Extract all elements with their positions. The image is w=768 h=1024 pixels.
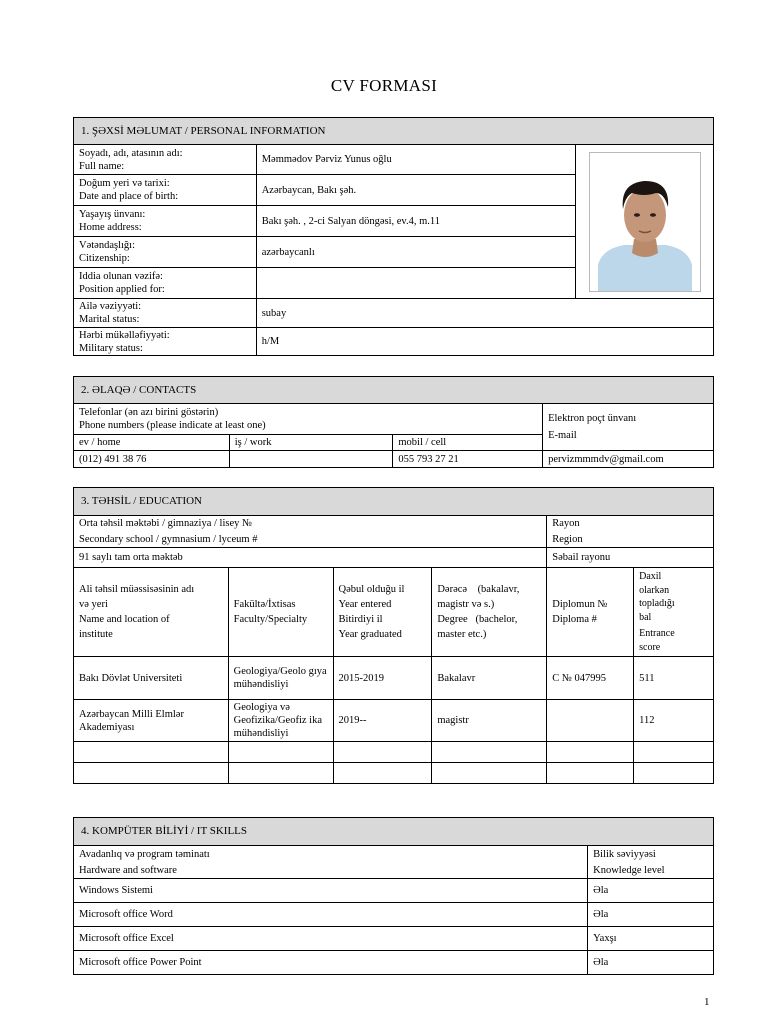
label-birth: Doğum yeri və tarixi: Date and place of birth: [74, 175, 257, 206]
edu-row-diploma: C № 047995 [547, 657, 634, 700]
photo-cell [576, 145, 714, 299]
edu-row-degree: magistr [432, 700, 547, 742]
label-full-name: Soyadı, adı, atasının adı: Full name: [74, 145, 257, 175]
home-phone: (012) 491 38 76 [74, 451, 230, 468]
contacts-table [73, 376, 714, 468]
it-skill-item: Microsoft office Word [74, 903, 588, 927]
it-skill-level: Əla [588, 903, 714, 927]
school-label: Orta təhsil məktəbi / gimnaziya / lisey № Secondary school / gymnasium / lyceum # [74, 516, 547, 548]
it-col-level: Bilik səviyyəsi Knowledge level [588, 846, 714, 879]
email-label: Elektron poçt ünvanı E-mail [543, 404, 714, 451]
mobile-phone: 055 793 27 21 [393, 451, 543, 468]
col-degree: Dərəcə (bakalavr, magistr və s.) Degree (bachelor, master etc.) [432, 568, 547, 657]
label-position: Iddia olunan vəzifə: Position applied for: [74, 268, 257, 299]
edu-row-diploma [547, 700, 634, 742]
edu-row-degree [432, 763, 547, 784]
label-military: Hərbi mükəlləfiyyəti: Military status: [74, 328, 257, 356]
label-marital: Ailə vəziyyəti: Marital status: [74, 299, 257, 328]
value-birth: Azərbaycan, Bakı şəh. [256, 175, 575, 206]
email-value: pervizmmmdv@gmail.com [543, 451, 714, 468]
it-skills-header: 4. KOMPÜTER BİLİYİ / IT SKILLS [74, 818, 714, 846]
edu-row-degree [432, 742, 547, 763]
col-home: ev / home [74, 435, 230, 451]
col-work: iş / work [229, 435, 393, 451]
edu-row-degree: Bakalavr [432, 657, 547, 700]
edu-row-score [634, 763, 714, 784]
it-skill-item: Microsoft office Excel [74, 927, 588, 951]
edu-row-diploma [547, 742, 634, 763]
edu-row-faculty: Geologiya və Geofizika/Geofiz ika mühəndisliyi [228, 700, 333, 742]
region-value: Səbail rayonu [547, 548, 714, 568]
edu-row-faculty [228, 742, 333, 763]
it-skill-level: Yaxşı [588, 927, 714, 951]
work-phone [229, 451, 393, 468]
it-skill-level: Əla [588, 951, 714, 975]
col-diploma: Diplomun № Diploma # [547, 568, 634, 657]
edu-row-years: 2015-2019 [333, 657, 432, 700]
personal-info-header: 1. ŞƏXSİ MƏLUMAT / PERSONAL INFORMATION [74, 118, 714, 145]
edu-row-years [333, 763, 432, 784]
edu-row-years [333, 742, 432, 763]
it-skill-item: Windows Sistemi [74, 879, 588, 903]
contacts-header: 2. ƏLAQƏ / CONTACTS [74, 377, 714, 404]
col-faculty: Fakültə/İxtisas Faculty/Specialty [228, 568, 333, 657]
edu-row-score [634, 742, 714, 763]
it-skill-level: Əla [588, 879, 714, 903]
edu-row-faculty [228, 763, 333, 784]
value-address: Bakı şəh. , 2-ci Salyan döngəsi, ev.4, m.11 [256, 206, 575, 237]
col-years: Qəbul olduğu il Year entered Bitirdiyi il Year graduated [333, 568, 432, 657]
value-full-name: Məmmədov Pərviz Yunus oğlu [256, 145, 575, 175]
value-citizenship: azərbaycanlı [256, 237, 575, 268]
education-table [73, 487, 714, 784]
label-citizenship: Vətəndaşlığı: Citizenship: [74, 237, 257, 268]
edu-row-faculty: Geologiya/Geolo gıya mühəndisliyi [228, 657, 333, 700]
edu-row-institute [74, 742, 229, 763]
page-number: 1 [704, 996, 710, 1008]
education-header: 3. TƏHSİL / EDUCATION [74, 488, 714, 516]
value-military: h/M [256, 328, 713, 356]
label-address: Yaşayış ünvanı: Home address: [74, 206, 257, 237]
edu-row-diploma [547, 763, 634, 784]
it-col-software: Avadanlıq və program təminatı Hardware and software [74, 846, 588, 879]
personal-info-table [73, 117, 714, 356]
it-skills-table [73, 817, 714, 975]
edu-row-institute [74, 763, 229, 784]
value-marital: subay [256, 299, 713, 328]
col-score: Daxil olarkən topladığı bal Entrance score [634, 568, 714, 657]
edu-row-years: 2019-- [333, 700, 432, 742]
phones-label: Telefonlar (ən azı birini göstərin) Phone numbers (please indicate at least one) [74, 404, 543, 435]
edu-row-score: 511 [634, 657, 714, 700]
region-label: Rayon Region [547, 516, 714, 548]
col-institute: Ali təhsil müəssisəsinin adı və yeri Name and location of institute [74, 568, 229, 657]
edu-row-score: 112 [634, 700, 714, 742]
col-mobile: mobil / cell [393, 435, 543, 451]
it-skill-item: Microsoft office Power Point [74, 951, 588, 975]
edu-row-institute: Azərbaycan Milli Elmlər Akademiyası [74, 700, 229, 742]
applicant-photo [589, 152, 701, 292]
edu-row-institute: Bakı Dövlət Universiteti [74, 657, 229, 700]
page-title: CV FORMASI [330, 76, 438, 95]
school-value: 91 saylı tam orta məktəb [74, 548, 547, 568]
value-position [256, 268, 575, 299]
